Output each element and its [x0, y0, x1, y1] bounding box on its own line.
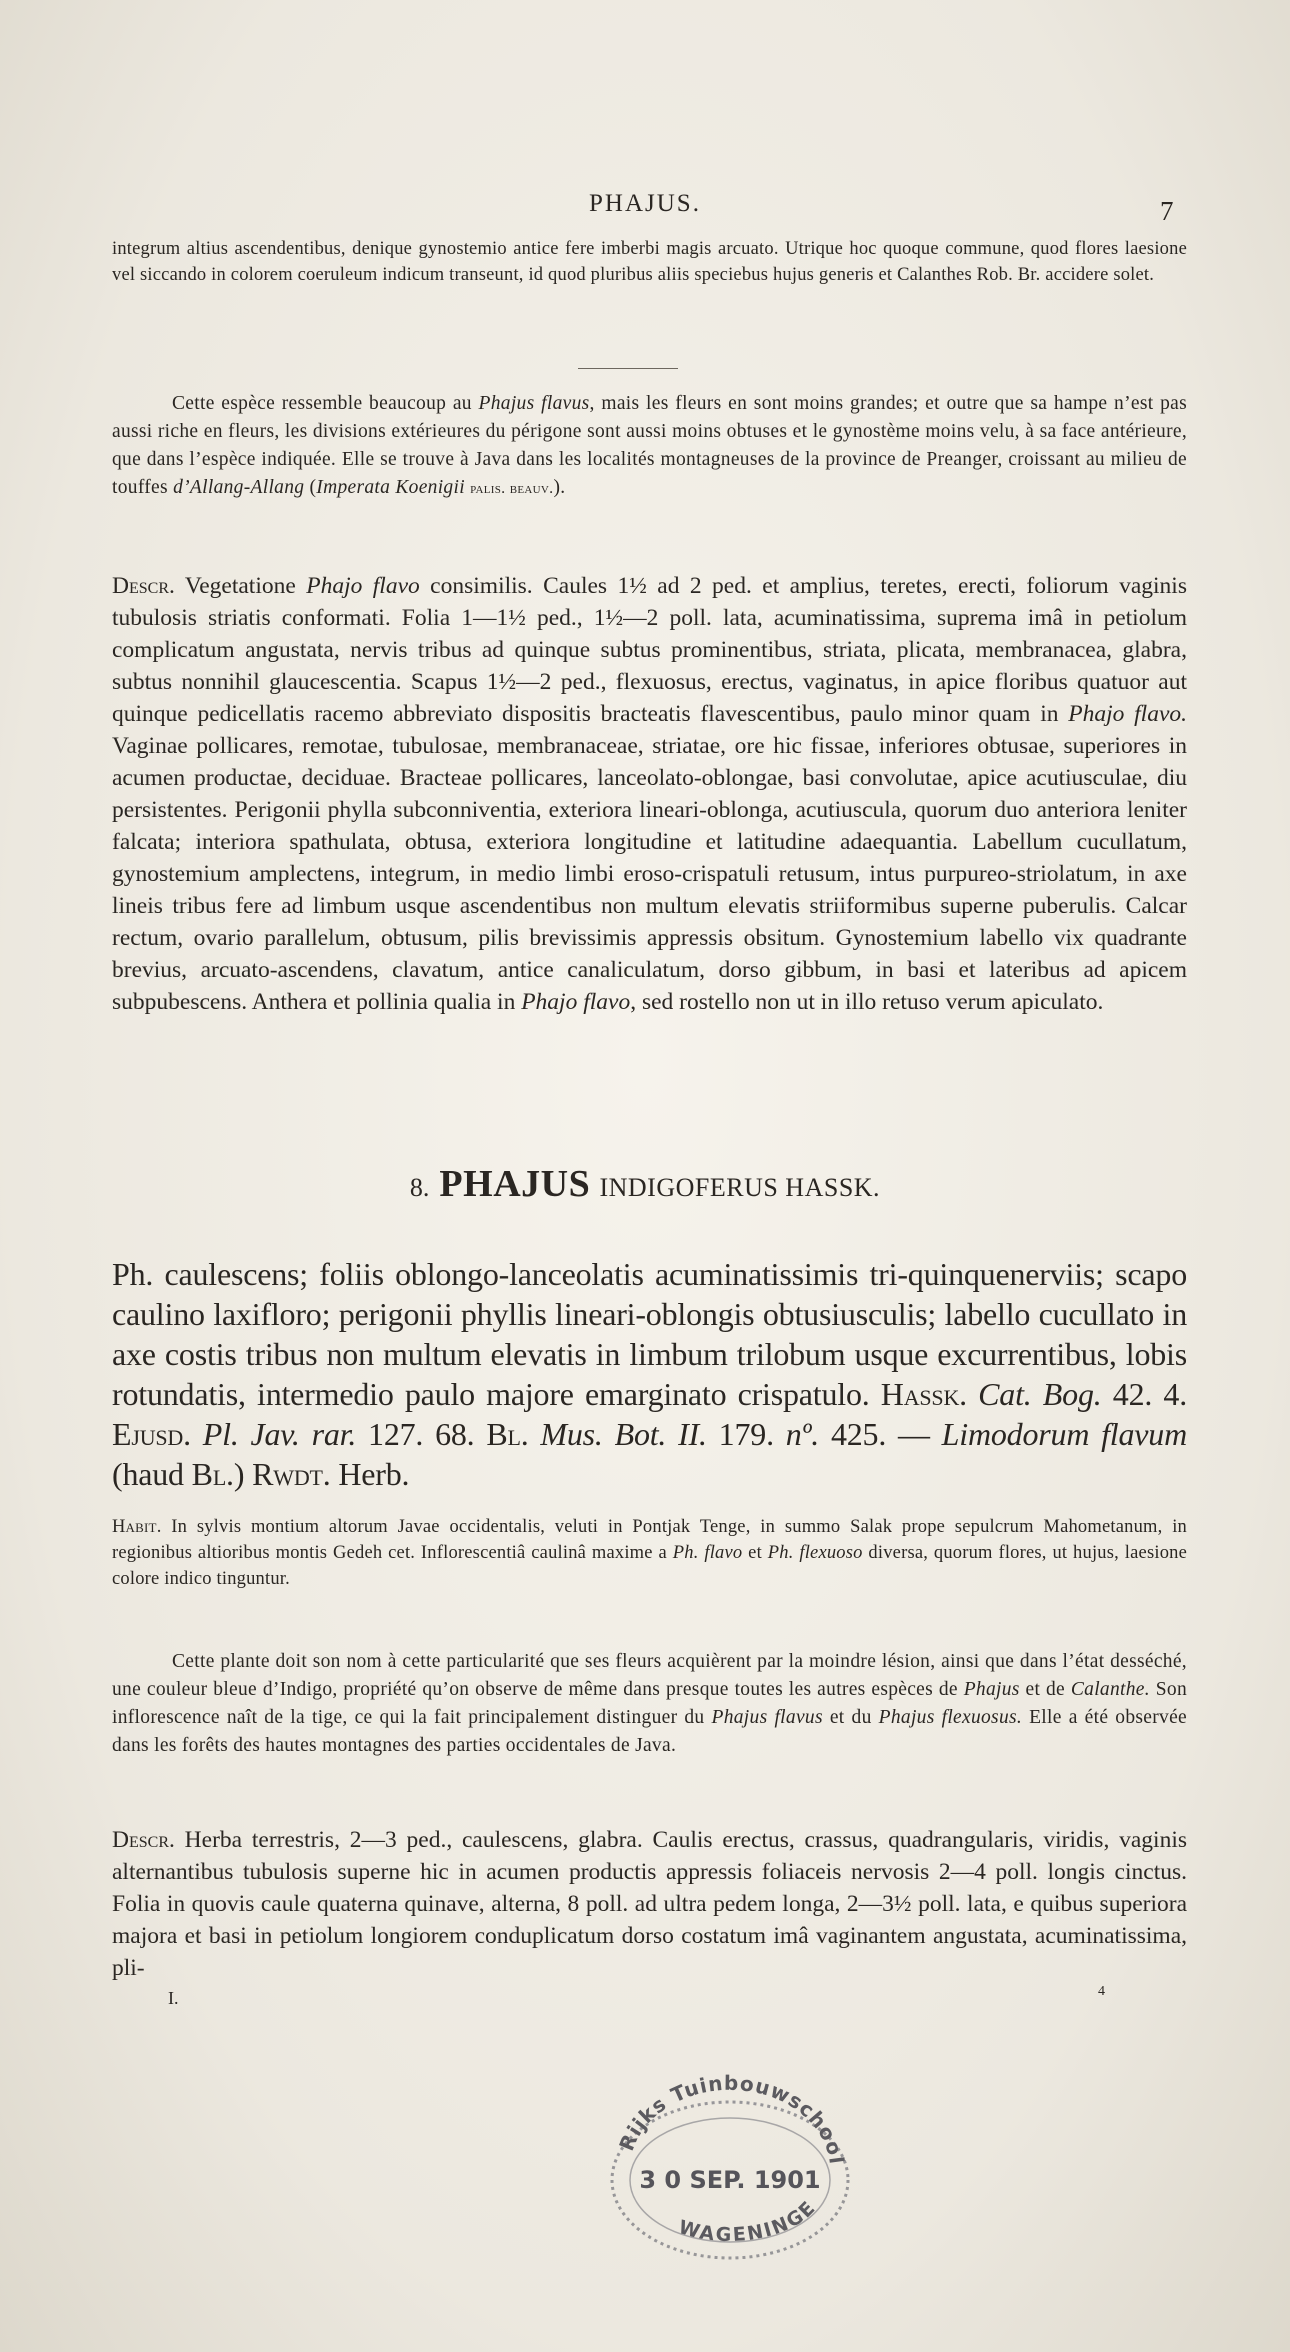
text-run: diversa, quorum flores, ut hujus, laesione colore indico tinguntur. [112, 1543, 1188, 1589]
author-abbrev: Hassk. [880, 1376, 967, 1412]
taxon-name: Phajus flavus [711, 1707, 823, 1728]
text-run: Cette espèce ressemble beaucoup au [172, 393, 479, 414]
taxon-name: Phajus flavus [478, 393, 590, 414]
page-number: 7 [1160, 196, 1174, 226]
reference-pages: 127. 68. [356, 1416, 487, 1452]
text-run: Herba terrestris, 2—3 ped., caulescens, glabra. Caulis erectus, crassus, quadrangularis, viridis, vaginis alternantibus tubulosis superne hic in acumen productis appressis foliaceis nervosis 2—4 poll. longis cinctus. Folia in quovis caule quaterna quinave, alterna, 8 poll. ad ultra pedem longa, 2—3½ poll. lata, e quibus superiora majora et basi in petiolum longiorem conduplicatum dorso costatum imâ vaginantem angustata, acuminatissima, pli- [112, 1827, 1187, 1981]
habit-label: Habit. [112, 1517, 162, 1537]
reference-pages: 425. — [819, 1416, 942, 1452]
stamp-top-text: Rijks Tuinbouwschool [614, 2070, 849, 2167]
reference-title: Pl. Jav. rar. [202, 1416, 357, 1452]
text-run: Cette plante doit son nom à cette particularité que ses fleurs acquièrent par la moindre lésion, ainsi que dans l’état desséché, une couleur bleue d’Indigo, propriété qu’on observe de même dans presque toutes les autres espèces de [112, 1651, 1187, 1700]
taxon-name: Ph. flexuoso [767, 1543, 863, 1563]
descr-label: Descr. [112, 1827, 175, 1853]
taxon-name: Phajo flavo [521, 989, 631, 1015]
text-run: , mais les fleurs en sont moins grandes; et outre que sa hampe n’est pas aussi riche en fleurs, les divisions extérieures du périgone sont aussi moins obtuses et le gynostème moins velu, à sa face antérieure, que dans l’espèce indiquée. Elle se trouve à Java dans les localités montagneuses de la province de Preanger, croissant au milieu de touffes [112, 393, 1187, 498]
continuation-text: integrum altius ascendentibus, denique gynostemio antice fere imberbi magis arcuato. Utrique hoc quoque commune, quod flores laesione vel siccando in colorem coeruleum indicum transeunt, id quod pluribus aliis speciebus hujus generis et Calanthes Rob. Br. accidere solet. [112, 239, 1187, 285]
text-run: ) [233, 1456, 253, 1492]
reference-title: Cat. Bog. [978, 1376, 1102, 1412]
taxon-name: Imperata Koenigii [316, 477, 465, 498]
taxon-name: Ph. flavo [672, 1543, 743, 1563]
text-run: In sylvis montium altorum Javae occidentalis, veluti in Pontjak Tenge, in summo Salak prope sepulcrum Mahometanum, in regionibus altioribus montis Gedeh cet. Inflorescentiâ caulinâ maxime a [112, 1517, 1187, 1563]
species-heading [0, 1160, 1290, 1212]
text-run: ( [304, 477, 317, 498]
text-run: Vaginae pollicares, remotae, tubulosae, membranaceae, striatae, ore hic fissae, inferiores obtusae, superiores in acumen productae, deciduae. Bracteae pollicares, lanceolato-oblongae, basi convolutae, apice acutiusculae, diu persistentes. Perigonii phylla subconniventia, exteriora lineari-oblonga, acutiuscula, quorum duo anteriora leniter falcata; interiora spathulata, obtusa, exteriora longitudine et latitudine adaequantia. Labellum cucullatum, gynostemium amplectens, integrum, in medio limbi eroso-crispatuli retusum, intus purpureo-striolatum, in axe lineis tribus fere ad limbum usque ascendentibus non multum elevatis striiformibus superne puberulis. Calcar rectum, ovario parallelum, obtusum, pilis brevissimis appressis obsitum. Gynostemium labello vix quadrante brevius, arcuato-ascendens, clavatum, antice canaliculatum, dorso gibbum, in basi et lateribus ad apicem subpubescens. Anthera et pollinia qualia in [112, 733, 1187, 1015]
text-run: Vegetatione [174, 573, 307, 599]
synonym-name: Limodorum flavum [941, 1416, 1187, 1452]
french-paragraph-2 [112, 1648, 1187, 1760]
french-paragraph-1 [112, 390, 1187, 503]
text-run: Herb. [330, 1456, 410, 1492]
author-abbrev: Bl. [486, 1416, 529, 1452]
text-run: ). [553, 477, 566, 498]
genus-name: PHAJUS [439, 1163, 591, 1205]
descr-label: Descr. [112, 573, 175, 599]
text-run: et du [822, 1707, 879, 1728]
diagnosis-paragraph [112, 1254, 1187, 1494]
description-paragraph-2 [112, 1824, 1187, 1984]
taxon-name: Phajo flavo [306, 573, 420, 599]
text-run: (haud [112, 1456, 192, 1492]
stamp-graphic [600, 2070, 860, 2260]
running-title: PHAJUS. [589, 190, 701, 217]
author-abbrev: Bl. [191, 1456, 234, 1492]
text-run: et [742, 1543, 768, 1563]
taxon-name: Phajus [963, 1679, 1020, 1700]
habitat-paragraph [112, 1514, 1187, 1592]
text-run: Son inflorescence naît de la tige, ce qui la fait principalement distinguer du [112, 1679, 1187, 1728]
author-abbrev: Rwdt. [252, 1456, 331, 1492]
continuation-paragraph [112, 236, 1187, 288]
reference-pages: 42. 4. [1101, 1376, 1187, 1412]
text-run: et de [1019, 1679, 1071, 1700]
stamp-date: 3 0 SEP. 1901 [639, 2166, 821, 2194]
number-abbrev: nº. [785, 1416, 820, 1452]
local-name: d’Allang-Allang [173, 477, 305, 498]
section-divider-1 [578, 368, 678, 369]
taxon-name: Calanthe. [1070, 1679, 1150, 1700]
diagnosis-text: Ph. caulescens; foliis oblongo-lanceolatis acuminatissimis tri-quinquenerviis; scapo caulino laxifloro; perigonii phyllis lineari-oblongis obtusiusculis; labello cucullato in axe costis tribus non multum elevatis in limbum trilobum usque excurrentibus, lobis rotundatis, intermedio paulo majore emarginato crispatulo. [112, 1256, 1187, 1412]
author-abbrev: Ejusd. [112, 1416, 191, 1452]
signature-number: 4 [1098, 1984, 1105, 1999]
species-number: 8. [409, 1173, 430, 1202]
reference-pages: 179. [706, 1416, 786, 1452]
species-epithet: INDIGOFERUS HASSK. [599, 1173, 881, 1202]
stamp-bottom-text: WAGENINGE [676, 2196, 821, 2247]
taxon-name: Phajo flavo. [1068, 701, 1187, 727]
text-run: Elle a été observée dans les forêts des hautes montagnes des parties occidentales de Java. [112, 1707, 1187, 1756]
authority: palis. beauv. [470, 480, 554, 497]
signature-mark: I. [168, 1988, 179, 2008]
taxon-name: Phajus flexuosus. [878, 1707, 1023, 1728]
text-run: consimilis. Caules 1½ ad 2 ped. et amplius, teretes, erecti, foliorum vaginis tubulosis striatis conformati. Folia 1—1½ ped., 1½—2 poll. lata, acuminatissima, suprema imâ in petiolum complicatum angustata, nervis tribus ad quinque subtus prominentibus, striata, plicata, membranacea, glabra, subtus nonnihil glaucescentia. Scapus 1½—2 ped., flexuosus, erectus, vaginatus, in apice floribus quatuor aut quinque pedicellatis racemo abbreviato dispositis bracteatis flavescentibus, paulo minor quam in [112, 573, 1187, 727]
library-stamp [600, 2070, 860, 2260]
text-run: , sed rostello non ut in illo retuso verum apiculato. [630, 989, 1104, 1015]
reference-title: Mus. Bot. II. [540, 1416, 707, 1452]
description-paragraph-1 [112, 570, 1187, 1018]
